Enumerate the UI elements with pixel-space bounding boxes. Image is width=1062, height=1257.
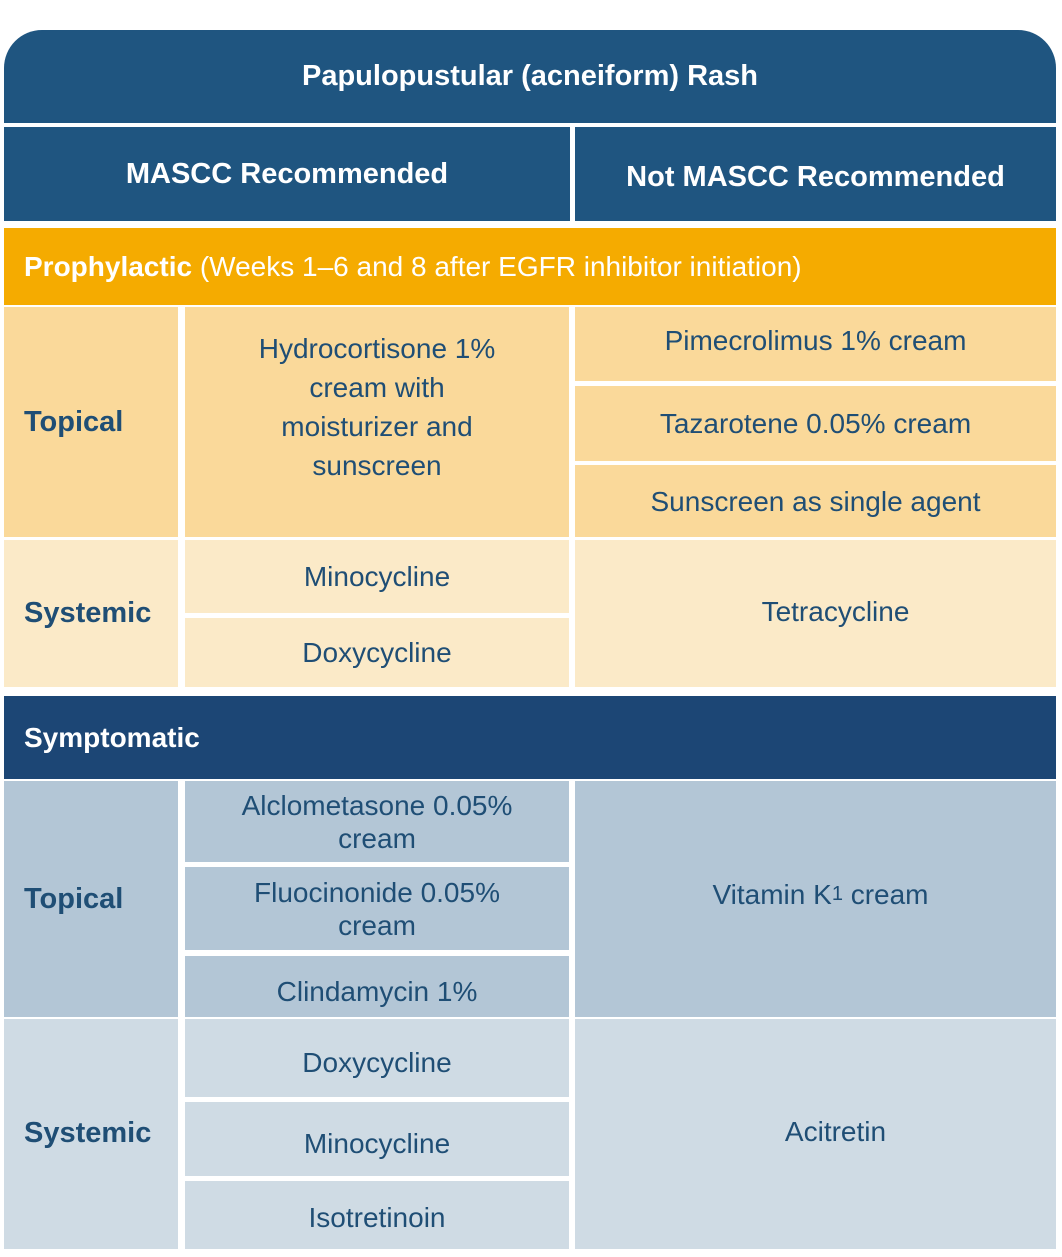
symptomatic-systemic-not-rec: Acitretin <box>575 1019 1056 1249</box>
symptomatic-topical-not-rec: Vitamin K 1 cream <box>575 781 1056 1017</box>
prophylactic-topical-recommended: Hydrocortisone 1% cream with moisturizer and sunscreen <box>185 307 569 537</box>
prophylactic-heading <box>4 228 1056 305</box>
prophylactic-systemic-rec-1: Minocycline <box>185 540 569 613</box>
column-header-recommended: MASCC Recommended <box>4 127 570 221</box>
table-title-text: Papulopustular (acneiform) Rash <box>301 60 758 92</box>
prophylactic-systemic-label: Systemic <box>4 540 178 687</box>
prophylactic-systemic-rec-2: Doxycycline <box>185 618 569 687</box>
symptomatic-topical-label: Topical <box>4 781 178 1017</box>
table-title <box>4 30 1056 123</box>
prophylactic-topical-not-rec-3: Sunscreen as single agent <box>575 465 1056 537</box>
prophylactic-topical-not-rec-2: Tazarotene 0.05% cream <box>575 386 1056 461</box>
prophylactic-note: (Weeks 1–6 and 8 after EGFR inhibitor initiation) <box>199 250 802 282</box>
symptomatic-systemic-rec-2: Minocycline <box>185 1102 569 1176</box>
symptomatic-systemic-label: Systemic <box>4 1019 178 1249</box>
symptomatic-topical-rec-2: Fluocinonide 0.05% cream <box>185 867 569 950</box>
prophylactic-title: Prophylactic <box>24 250 193 282</box>
symptomatic-systemic-rec-3: Isotretinoin <box>185 1181 569 1249</box>
symptomatic-heading: Symptomatic <box>4 696 1056 779</box>
prophylactic-topical-label: Topical <box>4 307 178 537</box>
symptomatic-systemic-rec-1: Doxycycline <box>185 1019 569 1097</box>
prophylactic-topical-not-rec-1: Pimecrolimus 1% cream <box>575 307 1056 381</box>
symptomatic-topical-rec-3: Clindamycin 1% <box>185 956 569 1017</box>
symptomatic-topical-rec-1: Alclometasone 0.05% cream <box>185 781 569 862</box>
column-header-not-recommended: Not MASCC Recommended <box>575 127 1056 221</box>
prophylactic-systemic-not-rec: Tetracycline <box>575 540 1056 687</box>
